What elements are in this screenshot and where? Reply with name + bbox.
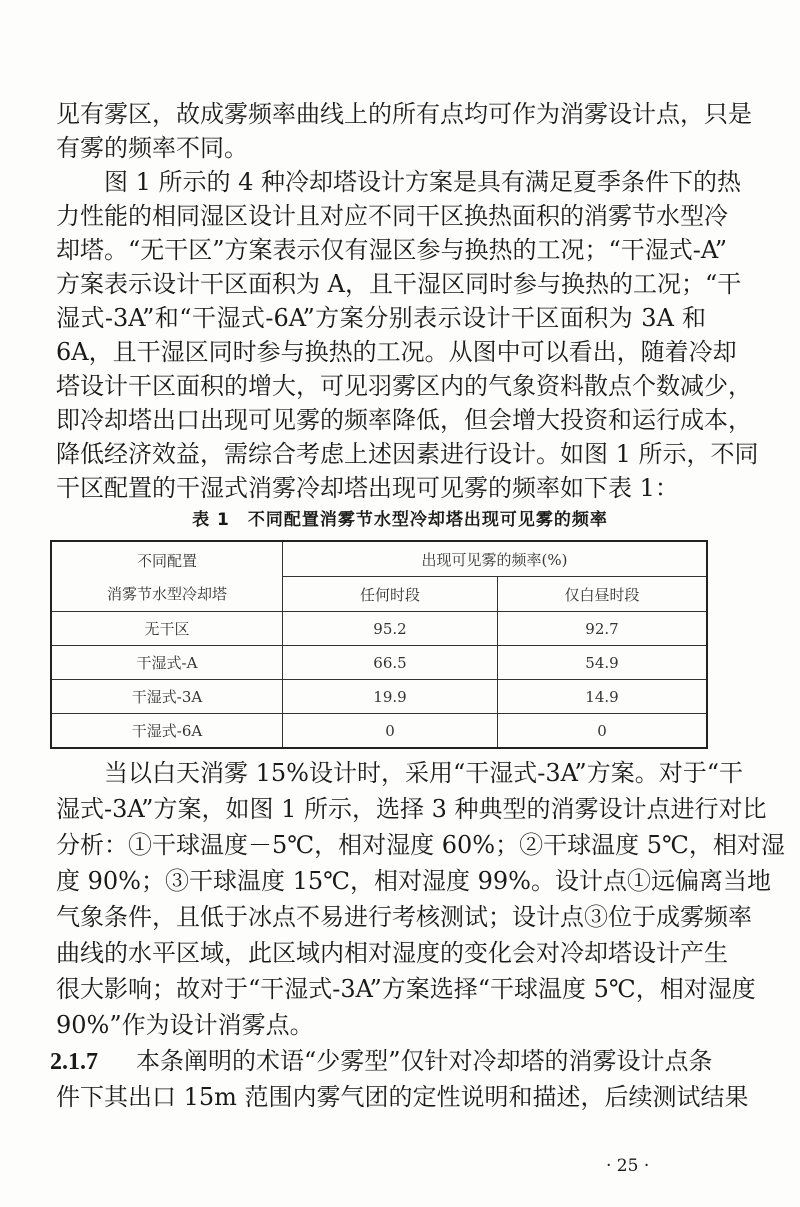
text-line: 度 90%；③干球温度 15℃，相对湿度 99%。设计点①远偏离当地 [56,867,771,895]
row-any: 0 [283,714,498,749]
text-line: 图 1 所示的 4 种冷却塔设计方案是具有满足夏季条件下的热 [104,168,742,196]
row-name: 干湿式-3A [51,680,283,714]
row-day: 92.7 [498,612,708,646]
text-line: 本条阐明的术语“少雾型”仅针对冷却塔的消雾设计点条 [136,1047,713,1075]
table-caption: 表 1 不同配置消雾节水型冷却塔出现可见雾的频率 [192,510,608,530]
header-config-line1: 不同配置 [136,551,197,570]
text-line: 力性能的相同湿区设计且对应不同干区换热面积的消雾节水型冷 [56,202,728,230]
text-line: 很大影响；故对于“干湿式-3A”方案选择“干球温度 5℃，相对湿度 [56,975,756,1003]
row-any: 19.9 [283,680,498,714]
table-row [51,612,707,646]
row-any: 66.5 [283,646,498,680]
row-name: 干湿式-6A [51,714,283,749]
text-line: 有雾的频率不同。 [56,134,248,162]
row-name: 干湿式-A [51,646,283,680]
text-line: 见有雾区，故成雾频率曲线上的所有点均可作为消雾设计点，只是 [56,100,752,128]
row-day: 0 [498,714,708,749]
text-line: 干区配置的干湿式消雾冷却塔出现可见雾的频率如下表 1： [56,474,679,502]
frequency-table [50,540,708,749]
text-line: 90%”作为设计消雾点。 [56,1011,314,1039]
table-header-row [51,541,707,577]
row-day: 54.9 [498,646,708,680]
row-name: 无干区 [51,612,283,646]
row-day: 14.9 [498,680,708,714]
header-config [51,541,283,612]
header-any-period: 任何时段 [283,577,498,612]
text-line: 件下其出口 15m 范围内雾气团的定性说明和描述，后续测试结果 [56,1083,749,1111]
text-line: 降低经济效益，需综合考虑上述因素进行设计。如图 1 所示，不同 [56,440,759,468]
text-line: 方案表示设计干区面积为 A，且干湿区同时参与换热的工况；“干 [56,270,742,298]
header-config-line2: 消雾节水型冷却塔 [106,584,227,603]
text-line: 气象条件，且低于冰点不易进行考核测试；设计点③位于成雾频率 [56,903,752,931]
text-line: 6A，且干湿区同时参与换热的工况。从图中可以看出，随着冷却 [56,338,737,366]
text-line: 湿式-3A”方案，如图 1 所示，选择 3 种典型的消雾设计点进行对比 [56,795,767,823]
text-line: 曲线的水平区域，此区域内相对湿度的变化会对冷却塔设计产生 [56,939,728,967]
text-line: 分析：①干球温度－5℃，相对湿度 60%；②干球温度 5℃，相对湿 [56,831,785,859]
page-number: · 25 · [606,1156,650,1176]
section-number [50,1044,130,1078]
row-any: 95.2 [283,612,498,646]
table-row [51,646,707,680]
text-line: 湿式-3A”和“干湿式-6A”方案分别表示设计干区面积为 3A 和 [56,304,706,332]
text-line: 即冷却塔出口出现可见雾的频率降低，但会增大投资和运行成本， [56,406,752,434]
header-frequency: 出现可见雾的频率(%) [283,541,708,577]
section-number-text: 2.1.7 [50,1049,98,1075]
text-line: 塔设计干区面积的增大，可见羽雾区内的气象资料散点个数减少， [56,372,752,400]
header-daytime-only: 仅白昼时段 [498,577,708,612]
text-line: 当以白天消雾 15%设计时，采用“干湿式-3A”方案。对于“干 [104,759,743,787]
table-row [51,680,707,714]
text-line: 却塔。“无干区”方案表示仅有湿区参与换热的工况；“干湿式-A” [56,236,727,264]
table-row [51,714,707,749]
